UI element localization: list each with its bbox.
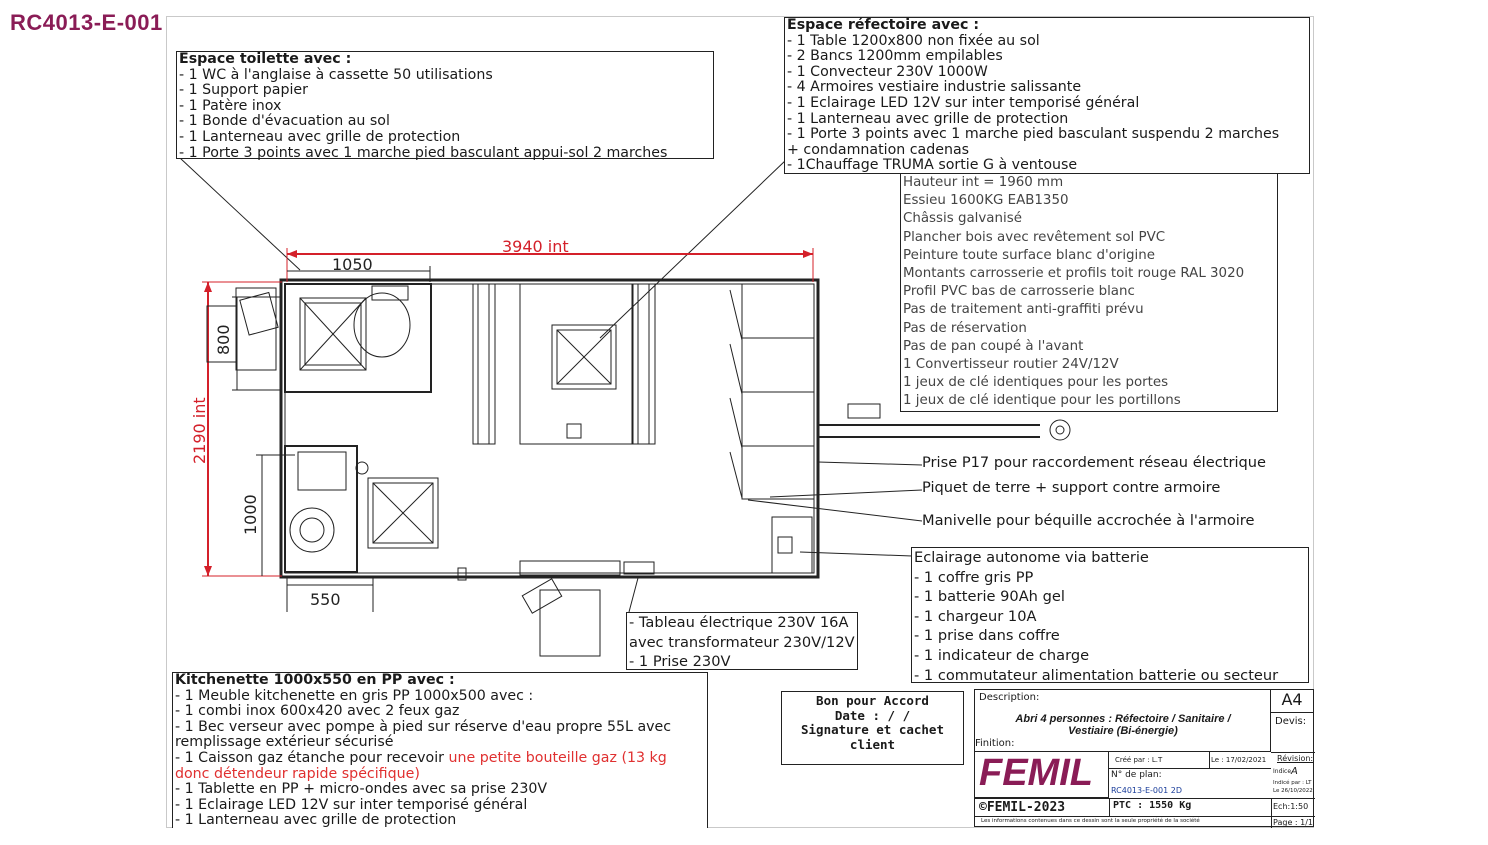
panel-item: avec transformateur 230V/12V	[629, 633, 855, 651]
title-block	[974, 689, 1314, 827]
plan-number: RC4013-E-001 2D	[1111, 786, 1182, 795]
page-number: Page : 1/1	[1273, 818, 1314, 827]
approval-date: Date : / /	[834, 707, 911, 723]
created-by: Créé par : L.T	[1115, 756, 1163, 764]
kitchen-box	[172, 672, 708, 828]
kitchen-item: - 1 Lanterneau avec grille de protection	[175, 812, 457, 829]
toilet-item: - 1 Bonde d'évacuation au sol	[179, 113, 390, 130]
lighting-heading: Eclairage autonome via batterie	[914, 549, 1149, 566]
refectory-item: - 1 Eclairage LED 12V sur inter temporisé général	[787, 94, 1140, 111]
index-value: A	[1291, 766, 1298, 777]
spec-item: 1 jeux de clé identique pour les portillons	[903, 393, 1181, 409]
devis-label: Devis:	[1275, 716, 1307, 727]
leader-refectory	[600, 160, 786, 338]
panel-item: - 1 Prise 230V	[629, 653, 731, 671]
lighting-box	[911, 547, 1309, 683]
bench-left	[473, 284, 495, 444]
toilet-item: - 1 Porte 3 points avec 1 marche pied basculant appui-sol 2 marches	[179, 144, 668, 161]
callout-crank: Manivelle pour béquille accrochée à l'armoire	[922, 512, 1255, 529]
copyright: ©FEMIL-2023	[979, 800, 1066, 815]
refectory-item: - 1 Table 1200x800 non fixée au sol	[787, 32, 1040, 49]
spec-item: Profil PVC bas de carrosserie blanc	[903, 284, 1135, 300]
kitchen-item: - 1 Bec verseur avec pompe à pied sur réserve d'eau propre 55L avec	[175, 718, 672, 735]
kitchen-item	[175, 751, 705, 767]
toilet-item: - 1 WC à l'anglaise à cassette 50 utilisations	[179, 66, 493, 83]
ptc: PTC : 1550 Kg	[1113, 800, 1192, 811]
format: A4	[1271, 690, 1313, 713]
lighting-item: - 1 chargeur 10A	[914, 607, 1037, 625]
kitchen-gas-highlight-cont: donc détendeur rapide spécifique)	[175, 765, 420, 782]
dim-length-label: 3940 int	[502, 237, 569, 256]
lighting-item: - 1 prise dans coffre	[914, 627, 1060, 645]
leader-crank	[748, 500, 922, 521]
convector	[567, 424, 581, 438]
femil-logo: FEMIL	[975, 752, 1109, 798]
sink	[298, 452, 346, 490]
kitchen-gas-highlight: une petite bouteille gaz (13 kg	[448, 749, 667, 766]
drawing-reference: RC4013-E-001	[10, 10, 163, 35]
refectory-item: - 2 Bancs 1200mm empilables	[787, 48, 1003, 65]
callout-p17: Prise P17 pour raccordement réseau électrique	[922, 454, 1266, 471]
toilet-item: - 1 Support papier	[179, 82, 308, 99]
spec-item: 1 Convertisseur routier 24V/12V	[903, 357, 1119, 373]
approval-signature: Signature et cachet client	[801, 722, 944, 752]
kitchen-item: - 1 Eclairage LED 12V sur inter temporisé général	[175, 796, 528, 813]
refectory-item: - 1 Lanterneau avec grille de protection	[787, 110, 1069, 127]
toilet-heading: Espace toilette avec :	[179, 51, 352, 67]
spec-item: Plancher bois avec revêtement sol PVC	[903, 229, 1166, 245]
bench-right	[633, 284, 655, 444]
specs-box	[900, 174, 1278, 412]
scale: Ech:1:50	[1273, 802, 1309, 811]
refectory-item: - 4 Armoires vestiaire industrie salissante	[787, 79, 1082, 96]
table	[520, 284, 632, 444]
revision-label: Révision:	[1277, 754, 1314, 763]
lighting-item: - 1 batterie 90Ah gel	[914, 588, 1065, 606]
kitchen-item: - 1 Meuble kitchenette en gris PP 1000x500 avec :	[175, 687, 534, 704]
dim-toilet-width-label: 1050	[332, 255, 373, 274]
toilet-room	[285, 284, 431, 392]
spec-item: Essieu 1600KG EAB1350	[903, 193, 1069, 209]
description-label: Description:	[979, 692, 1040, 703]
dim-800-label: 800	[214, 324, 233, 355]
panel-box	[626, 612, 858, 670]
lighting-item: - 1 indicateur de charge	[914, 646, 1090, 664]
disclaimer: Les informations contenues dans ce dessin sont la seule propriété de la société	[981, 818, 1200, 824]
refectory-item: + condamnation cadenas	[787, 141, 970, 158]
kitchen-item: remplissage extérieur sécurisé	[175, 734, 394, 751]
refectory-heading: Espace réfectoire avec :	[787, 17, 980, 33]
spec-item: Châssis galvanisé	[903, 211, 1022, 227]
leader-earth	[770, 490, 922, 497]
approval-box	[781, 691, 964, 765]
toilet-item: - 1 Lanterneau avec grille de protection	[179, 128, 461, 145]
finition-label: Finition:	[975, 738, 1015, 749]
description-line: Vestiaire (Bi-énergie)	[1068, 725, 1178, 737]
lighting-item: - 1 commutateur alimentation batterie ou secteur	[914, 666, 1279, 684]
kitchen-item: - 1 Tablette en PP + micro-ondes avec sa prise 230V	[175, 781, 548, 798]
index-label: Indice	[1273, 768, 1292, 775]
dim-1000-label: 1000	[241, 494, 260, 535]
refectory-box	[784, 17, 1310, 174]
wc-icon	[354, 293, 410, 357]
hob	[290, 508, 334, 552]
spec-item: Peinture toute surface blanc d'origine	[903, 247, 1155, 263]
dim-550-label: 550	[310, 590, 341, 609]
spec-item: Pas de pan coupé à l'avant	[903, 338, 1084, 354]
refectory-item: - 1Chauffage TRUMA sortie G à ventouse	[787, 157, 1078, 174]
dim-width-label: 2190 int	[190, 397, 209, 464]
kitchen-item: - 1 combi inox 600x420 avec 2 feux gaz	[175, 703, 460, 720]
leader-panel	[629, 578, 638, 612]
panel-item: - Tableau électrique 230V 16A	[629, 614, 849, 631]
leader-toilet	[180, 158, 300, 270]
refectory-item: - 1 Porte 3 points avec 1 marche pied basculant suspendu 2 marches	[787, 126, 1280, 143]
spec-item: 1 jeux de clé identiques pour les portes	[903, 375, 1169, 391]
hitch	[1050, 420, 1070, 440]
electrical-panel	[624, 562, 654, 574]
created-on: Le : 17/02/2021	[1211, 756, 1267, 764]
indexed-on: Le 26/10/2022	[1273, 788, 1313, 794]
callout-earth: Piquet de terre + support contre armoire	[922, 479, 1221, 496]
plan-label: N° de plan:	[1111, 770, 1162, 780]
description-line: Abri 4 personnes : Réfectoire / Sanitaire /	[1015, 713, 1231, 725]
entrance-step	[540, 590, 600, 656]
spec-item: Hauteur int = 1960 mm	[903, 175, 1064, 190]
lighting-item: - 1 coffre gris PP	[914, 568, 1034, 586]
spec-item-highlight: Montants carrosserie et profils toit rouge RAL 3020	[903, 266, 1245, 282]
indexed-by: Indicé par : LT	[1273, 780, 1312, 786]
toilet-item: - 1 Patère inox	[179, 97, 282, 114]
refectory-item: - 1 Convecteur 230V 1000W	[787, 63, 988, 80]
kitchen-gas-text: - 1 Caisson gaz étanche pour recevoir	[175, 749, 449, 766]
kitchen-heading: Kitchenette 1000x550 en PP avec :	[175, 672, 455, 688]
spec-item: Pas de réservation	[903, 320, 1027, 336]
leader-p17	[818, 462, 922, 465]
toilet-box	[176, 51, 714, 159]
spec-item: Pas de traitement anti-graffiti prévu	[903, 302, 1144, 318]
approval-line: Bon pour Accord	[816, 693, 929, 708]
